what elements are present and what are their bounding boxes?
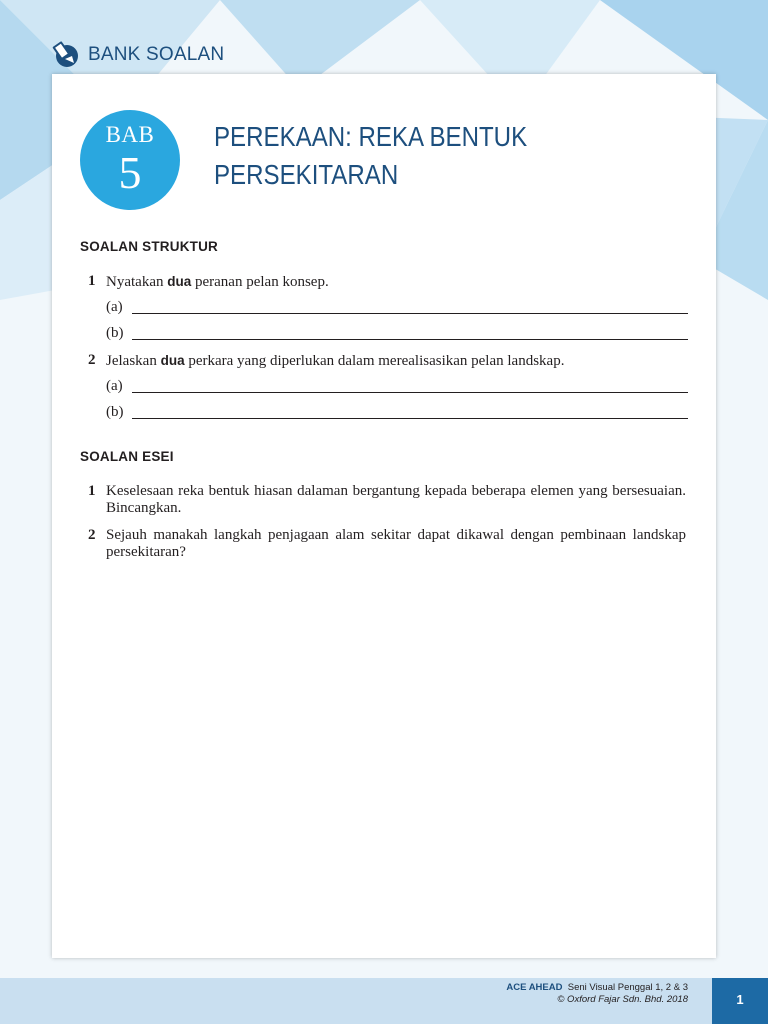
chapter-title <box>214 118 575 194</box>
essay-section-heading: SOALAN ESEI <box>80 449 174 464</box>
answer-line-2a[interactable] <box>106 378 688 395</box>
section-label <box>52 40 224 70</box>
answer-label: (b) <box>106 404 124 420</box>
answer-rule <box>132 313 688 314</box>
question-text: Nyatakan dua peranan pelan konsep. <box>106 274 329 290</box>
footer-credits <box>506 982 688 1006</box>
answer-rule <box>132 392 688 393</box>
question-number: 1 <box>88 273 96 289</box>
footer-brand: ACE AHEAD <box>506 982 563 993</box>
page-number: 1 <box>712 978 768 1024</box>
answer-label: (a) <box>106 299 123 315</box>
answer-rule <box>132 339 688 340</box>
answer-label: (b) <box>106 325 124 341</box>
question-text: Keselesaan reka bentuk hiasan dalaman bergantung kepada beberapa elemen yang bersesuaian. Bincangkan. <box>106 483 686 516</box>
question-text: Jelaskan dua perkara yang diperlukan dalam merealisasikan pelan landskap. <box>106 353 565 369</box>
question-number: 2 <box>88 352 96 368</box>
answer-line-2b[interactable] <box>106 404 688 421</box>
chapter-title-line1: PEREKAAN: REKA BENTUK <box>214 121 528 152</box>
book-pencil-icon <box>52 41 80 69</box>
structure-section-heading: SOALAN STRUKTUR <box>80 239 218 254</box>
section-label-text: BANK SOALAN <box>88 44 225 65</box>
footer-copyright: © Oxford Fajar Sdn. Bhd. 2018 <box>557 994 688 1005</box>
question-number: 1 <box>88 483 96 499</box>
chapter-title-line2: PERSEKITARAN <box>214 159 399 190</box>
question-text: Sejauh manakah langkah penjagaan alam sekitar dapat dikawal dengan pembinaan landskap persekitaran? <box>106 527 686 560</box>
chapter-word: BAB <box>105 122 155 147</box>
footer-book: Seni Visual Penggal 1, 2 & 3 <box>567 982 688 993</box>
answer-rule <box>132 418 688 419</box>
question-number: 2 <box>88 527 96 543</box>
answer-line-1b[interactable] <box>106 325 688 342</box>
worksheet-page <box>52 74 716 958</box>
chapter-badge <box>80 110 180 210</box>
answer-label: (a) <box>106 378 123 394</box>
answer-line-1a[interactable] <box>106 299 688 316</box>
chapter-number: 5 <box>118 147 142 198</box>
